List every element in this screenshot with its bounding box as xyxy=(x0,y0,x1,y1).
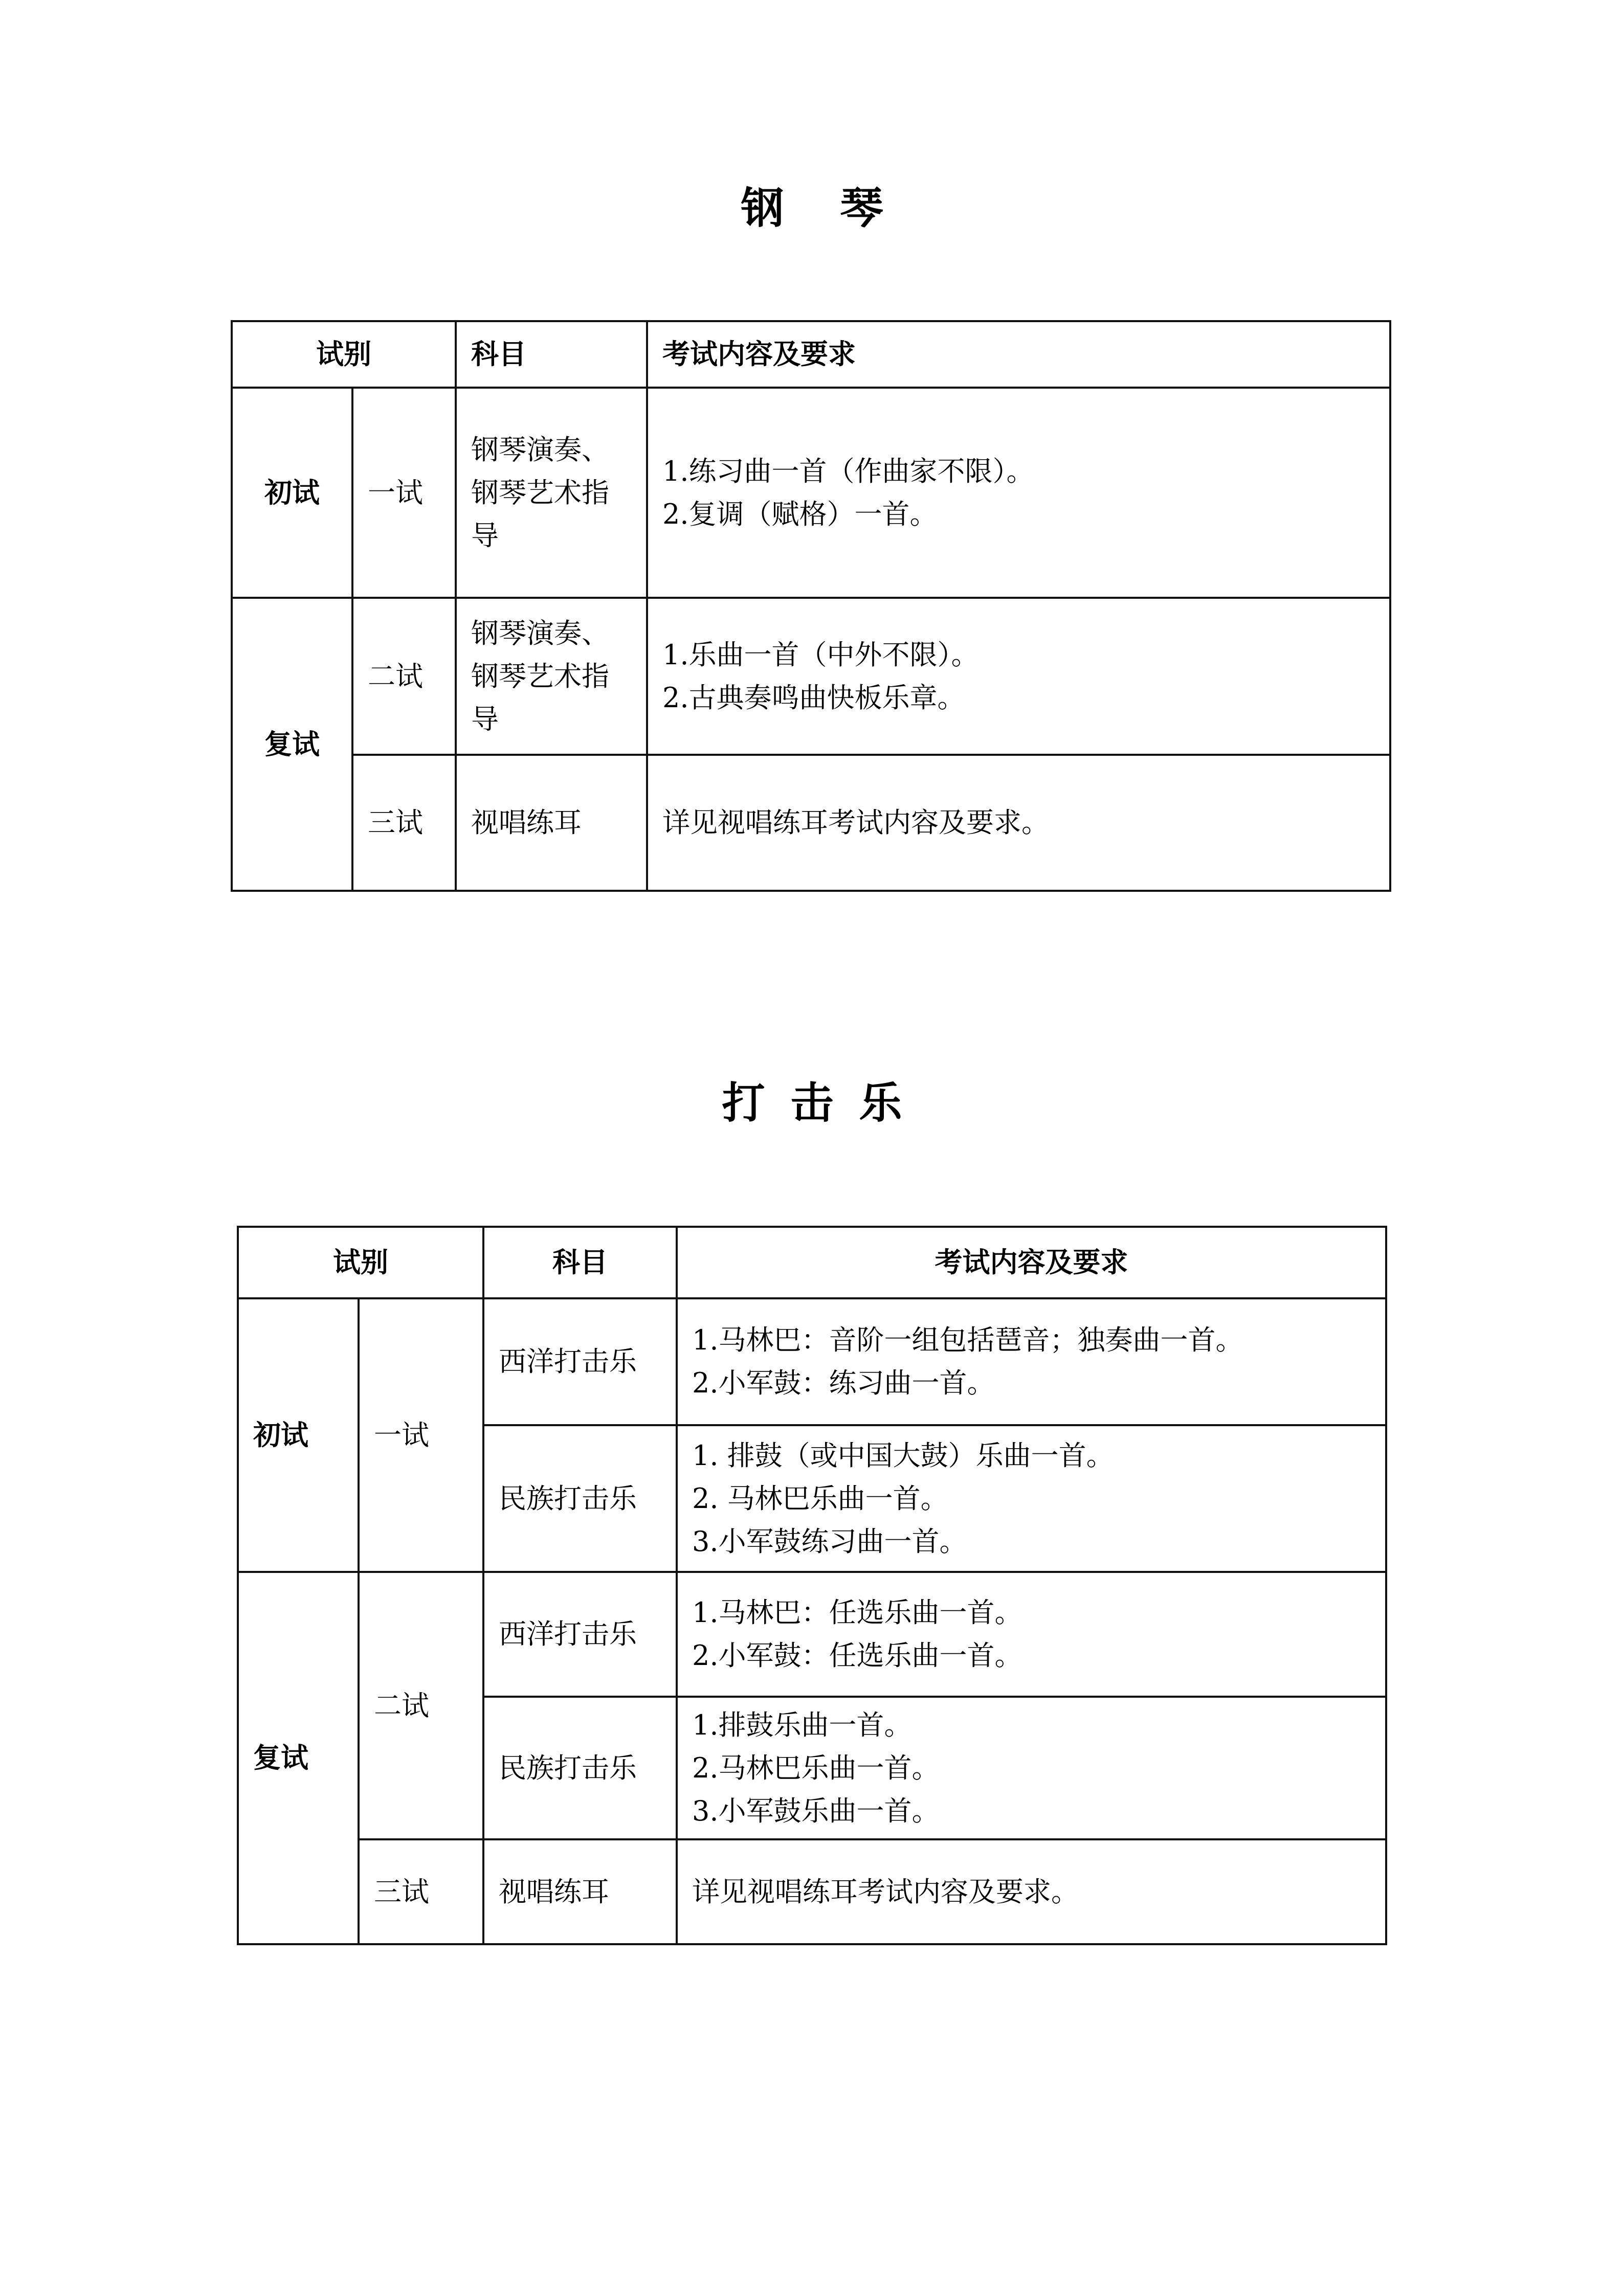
content-line: 3.小军鼓乐曲一首。 xyxy=(692,1794,940,1827)
stage-cell: 复试 xyxy=(238,1572,359,1944)
subject-line: 钢琴演奏、 xyxy=(471,617,609,649)
content-cell xyxy=(677,1298,1386,1425)
subject-cell xyxy=(456,598,647,755)
subject-cell: 民族打击乐 xyxy=(483,1697,677,1839)
title-char: 钢 xyxy=(741,183,784,233)
subject-cell: 视唱练耳 xyxy=(456,755,647,891)
title-char: 打 xyxy=(722,1078,765,1128)
content-line: 1.马林巴：任选乐曲一首。 xyxy=(692,1596,1022,1629)
subject-cell: 民族打击乐 xyxy=(483,1425,677,1572)
subject-line: 导 xyxy=(471,519,499,552)
round-cell: 三试 xyxy=(352,755,456,891)
header-content: 考试内容及要求 xyxy=(677,1227,1386,1298)
content-cell xyxy=(647,388,1390,598)
subject-line: 钢琴演奏、 xyxy=(471,433,609,466)
content-line: 3.小军鼓练习曲一首。 xyxy=(692,1525,967,1558)
content-line: 2.小军鼓：练习曲一首。 xyxy=(692,1367,995,1399)
content-line: 详见视唱练耳考试内容及要求。 xyxy=(692,1875,1079,1908)
subject-line: 钢琴艺术指 xyxy=(471,476,609,509)
percussion-section-title xyxy=(0,1069,1624,1131)
table-header-row xyxy=(238,1227,1386,1298)
content-line: 详见视唱练耳考试内容及要求。 xyxy=(662,806,1049,839)
content-line: 2.古典奏鸣曲快板乐章。 xyxy=(662,681,965,714)
title-char: 乐 xyxy=(859,1078,902,1128)
table-row xyxy=(232,755,1390,891)
table-row xyxy=(238,1839,1386,1944)
content-line: 2.复调（赋格）一首。 xyxy=(662,498,938,530)
content-cell xyxy=(647,598,1390,755)
content-cell xyxy=(677,1697,1386,1839)
subject-cell: 西洋打击乐 xyxy=(483,1572,677,1697)
piano-exam-table xyxy=(231,320,1391,892)
round-cell: 二试 xyxy=(359,1572,483,1839)
round-cell: 一试 xyxy=(359,1298,483,1572)
table-row xyxy=(238,1572,1386,1697)
title-char: 击 xyxy=(790,1078,834,1128)
percussion-exam-table xyxy=(237,1226,1387,1945)
table-header-row xyxy=(232,321,1390,388)
subject-cell: 视唱练耳 xyxy=(483,1839,677,1944)
content-line: 1. 排鼓（或中国大鼓）乐曲一首。 xyxy=(692,1439,1114,1472)
table-row xyxy=(232,598,1390,755)
round-cell: 一试 xyxy=(352,388,456,598)
content-line: 2.小军鼓：任选乐曲一首。 xyxy=(692,1639,1022,1672)
stage-cell: 复试 xyxy=(232,598,352,891)
content-line: 1.乐曲一首（中外不限）。 xyxy=(662,638,979,671)
round-cell: 三试 xyxy=(359,1839,483,1944)
content-cell xyxy=(677,1572,1386,1697)
content-cell xyxy=(647,755,1390,891)
header-content: 考试内容及要求 xyxy=(647,321,1390,388)
subject-cell: 西洋打击乐 xyxy=(483,1298,677,1425)
subject-cell xyxy=(456,388,647,598)
subject-line: 导 xyxy=(471,703,499,735)
header-subject: 科目 xyxy=(456,321,647,388)
content-line: 1.排鼓乐曲一首。 xyxy=(692,1708,912,1741)
stage-cell: 初试 xyxy=(238,1298,359,1572)
table-row xyxy=(238,1298,1386,1425)
round-cell: 二试 xyxy=(352,598,456,755)
content-line: 1.练习曲一首（作曲家不限）。 xyxy=(662,455,1034,487)
header-subject: 科目 xyxy=(483,1227,677,1298)
table-row xyxy=(232,388,1390,598)
subject-line: 钢琴艺术指 xyxy=(471,660,609,692)
header-exam-type: 试别 xyxy=(238,1227,483,1298)
content-line: 2.马林巴乐曲一首。 xyxy=(692,1751,940,1784)
content-line: 2. 马林巴乐曲一首。 xyxy=(692,1482,948,1515)
header-exam-type: 试别 xyxy=(232,321,456,388)
piano-section-title xyxy=(0,174,1624,236)
stage-cell: 初试 xyxy=(232,388,352,598)
content-cell xyxy=(677,1425,1386,1572)
content-line: 1.马林巴：音阶一组包括琶音；独奏曲一首。 xyxy=(692,1324,1243,1356)
title-char: 琴 xyxy=(840,183,883,233)
content-cell xyxy=(677,1839,1386,1944)
